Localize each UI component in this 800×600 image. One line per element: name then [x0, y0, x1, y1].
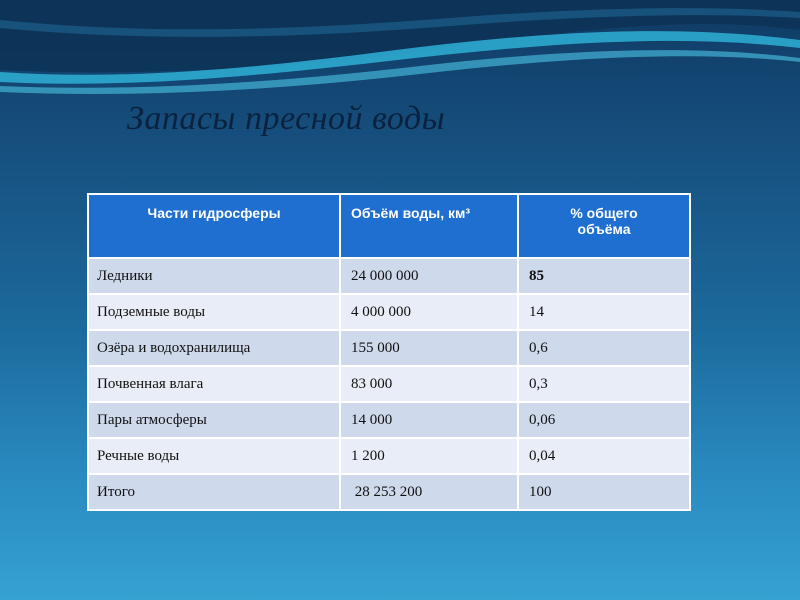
header-hydrosphere-parts: Части гидросферы: [88, 194, 340, 258]
table-row: [88, 438, 690, 474]
cell-part: Итого: [88, 474, 340, 510]
cell-percent: 100: [518, 474, 690, 510]
cell-part: Ледники: [88, 258, 340, 294]
cell-part: Подземные воды: [88, 294, 340, 330]
table-row: [88, 402, 690, 438]
cell-part: Пары атмосферы: [88, 402, 340, 438]
header-percent-total: [518, 194, 690, 258]
cell-volume: 83 000: [340, 366, 518, 402]
fresh-water-table: [87, 193, 691, 511]
header-percent-line1: % общего: [570, 205, 638, 221]
table-row: [88, 294, 690, 330]
cell-percent: 0,06: [518, 402, 690, 438]
cell-volume: 155 000: [340, 330, 518, 366]
table-row-total: [88, 474, 690, 510]
cell-percent: 0,3: [518, 366, 690, 402]
decorative-waves: [0, 0, 800, 110]
cell-percent: 85: [518, 258, 690, 294]
table-row: [88, 258, 690, 294]
header-percent-line2: объёма: [577, 221, 631, 237]
table-header-row: [88, 194, 690, 258]
cell-part: Почвенная влага: [88, 366, 340, 402]
cell-volume: 24 000 000: [340, 258, 518, 294]
slide-title: Запасы пресной воды: [127, 100, 446, 137]
cell-volume: 1 200: [340, 438, 518, 474]
cell-percent: 0,6: [518, 330, 690, 366]
cell-volume: 28 253 200: [340, 474, 518, 510]
cell-part: Речные воды: [88, 438, 340, 474]
table-row: [88, 366, 690, 402]
cell-part: Озёра и водохранилища: [88, 330, 340, 366]
cell-percent: 14: [518, 294, 690, 330]
header-water-volume: Объём воды, км³: [340, 194, 518, 258]
table-row: [88, 330, 690, 366]
cell-volume: 14 000: [340, 402, 518, 438]
cell-volume: 4 000 000: [340, 294, 518, 330]
cell-percent: 0,04: [518, 438, 690, 474]
